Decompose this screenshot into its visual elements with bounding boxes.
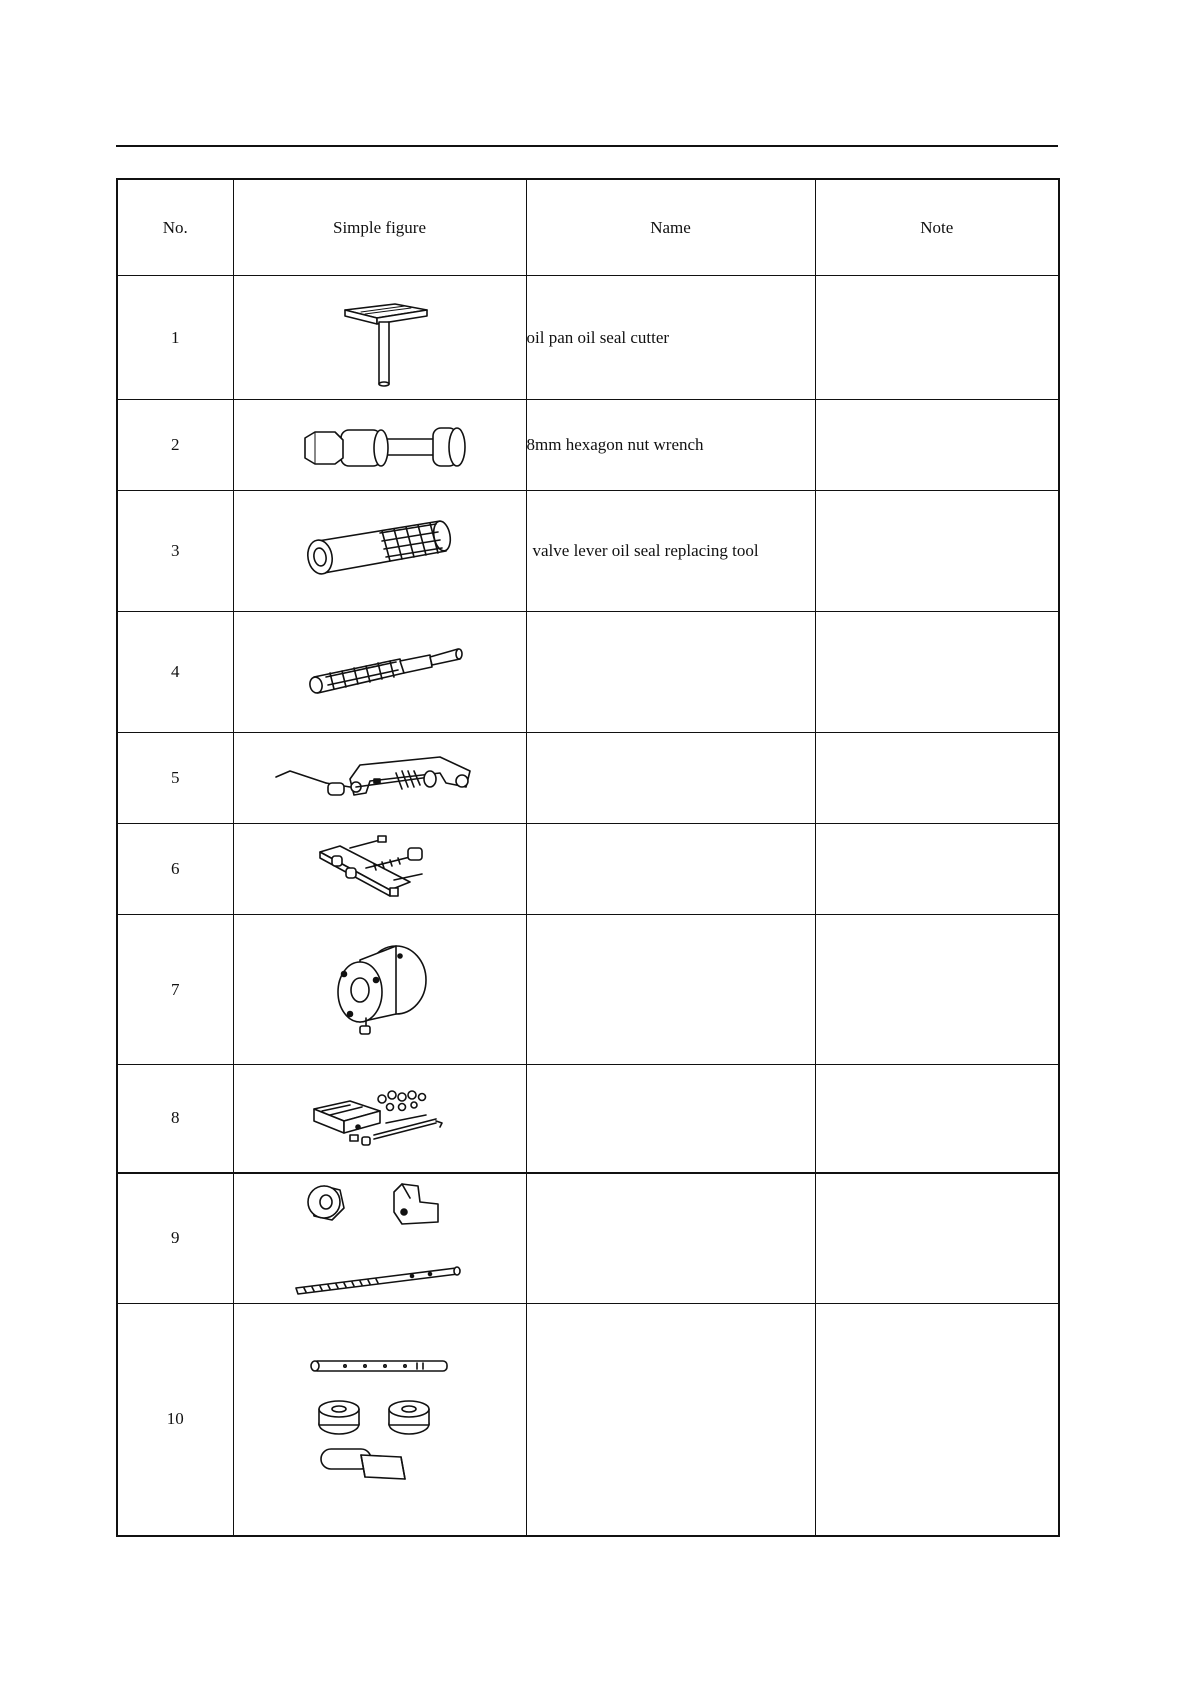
table-row [117, 915, 1059, 1065]
row-name [526, 1304, 815, 1536]
hub-adapter-icon [320, 940, 440, 1040]
header-no: No. [117, 179, 233, 276]
row-note [815, 915, 1059, 1065]
header-figure: Simple figure [233, 179, 526, 276]
row-note [815, 400, 1059, 491]
rod-bushing-set-icon [305, 1339, 455, 1499]
seal-replacing-tool-icon [290, 511, 470, 591]
row-name [526, 915, 815, 1065]
table-row [117, 1065, 1059, 1173]
special-tools-table [116, 178, 1060, 1537]
table-row [117, 276, 1059, 400]
table-row [117, 1304, 1059, 1536]
row-note [815, 491, 1059, 612]
row-note [815, 612, 1059, 733]
row-no: 1 [117, 276, 233, 400]
row-note [815, 1304, 1059, 1536]
top-rule [116, 145, 1058, 147]
row-no: 9 [117, 1173, 233, 1304]
header-name: Name [526, 179, 815, 276]
row-name [526, 733, 815, 824]
table-row [117, 491, 1059, 612]
row-no: 7 [117, 915, 233, 1065]
row-name [526, 824, 815, 915]
row-name: 8mm hexagon nut wrench [526, 400, 815, 491]
row-no: 2 [117, 400, 233, 491]
row-note [815, 276, 1059, 400]
row-note [815, 1065, 1059, 1173]
row-note [815, 1173, 1059, 1304]
header-row [117, 179, 1059, 276]
puller-bar-icon [310, 834, 450, 904]
row-note [815, 733, 1059, 824]
table-row [117, 733, 1059, 824]
header-note: Note [815, 179, 1059, 276]
table-row [117, 400, 1059, 491]
row-no: 6 [117, 824, 233, 915]
table-row [117, 612, 1059, 733]
valve-spring-compressor-icon [270, 743, 490, 813]
table-row [117, 824, 1059, 915]
row-name: valve lever oil seal replacing tool [526, 491, 815, 612]
knurled-drift-icon [290, 637, 470, 707]
row-name: oil pan oil seal cutter [526, 276, 815, 400]
nut-bracket-rod-set-icon [290, 1178, 470, 1298]
t-handle-cutter-icon [325, 288, 435, 388]
row-no: 3 [117, 491, 233, 612]
row-no: 10 [117, 1304, 233, 1536]
row-name [526, 612, 815, 733]
row-note [815, 824, 1059, 915]
row-name [526, 1173, 815, 1304]
row-no: 8 [117, 1065, 233, 1173]
row-name [526, 1065, 815, 1173]
row-no: 5 [117, 733, 233, 824]
hex-nut-wrench-icon [285, 410, 475, 480]
table-row [117, 1173, 1059, 1304]
tool-kit-icon [310, 1083, 450, 1153]
row-no: 4 [117, 612, 233, 733]
